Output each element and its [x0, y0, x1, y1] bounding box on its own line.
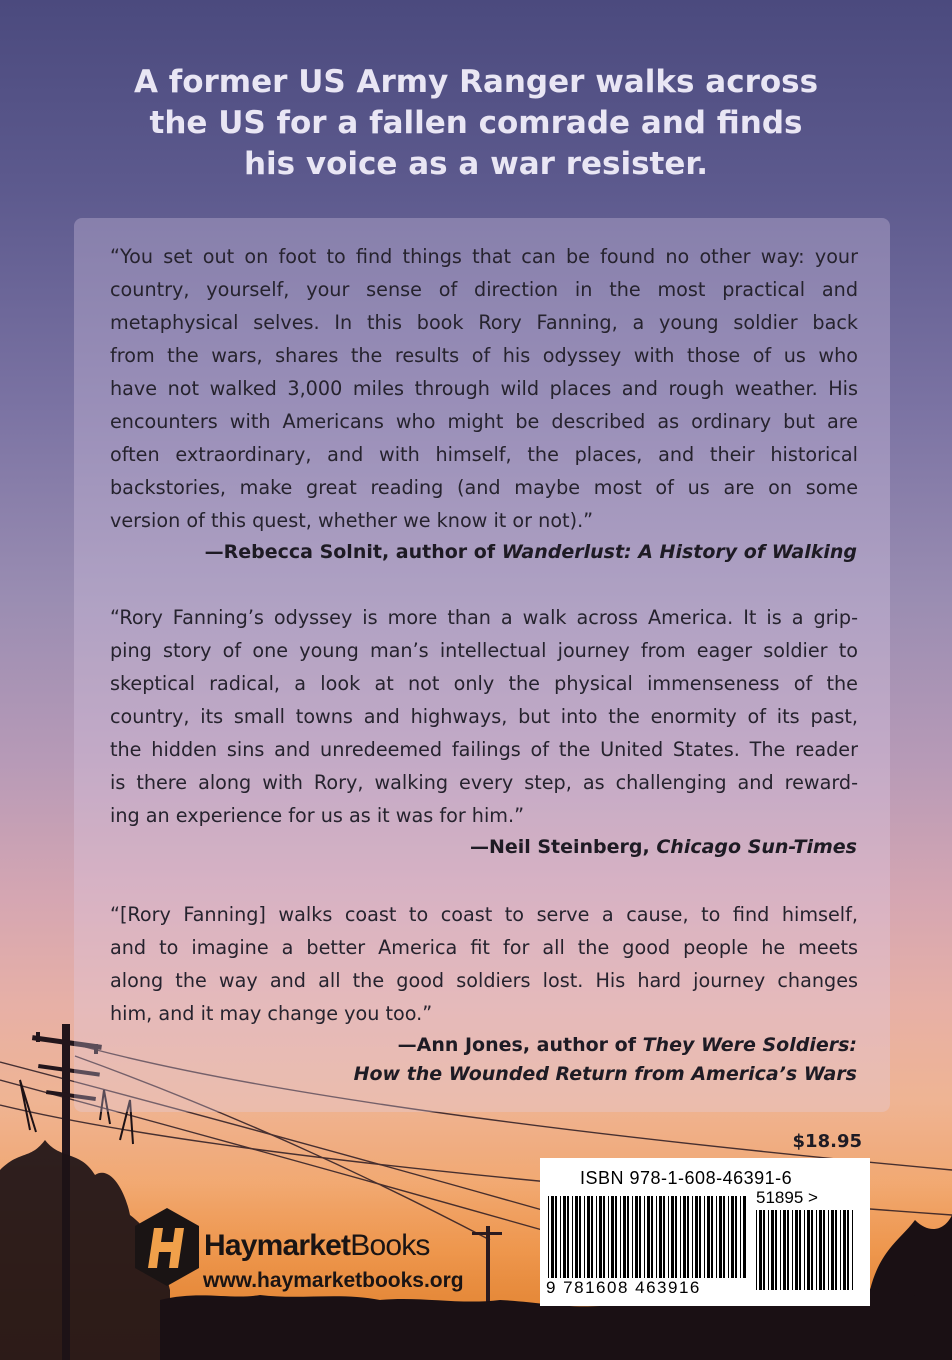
publisher-name-light: Books: [350, 1229, 430, 1262]
barcode-bar: [847, 1210, 849, 1290]
quote-line: him, and it may change you too.”: [110, 1002, 433, 1025]
barcode-bar: [792, 1210, 793, 1290]
barcode-bar: [783, 1210, 786, 1290]
attribution-steinberg: [109, 833, 857, 862]
barcode-bar: [707, 1196, 710, 1278]
quote-line: “You set out on foot to find things that can be found no other way: your: [110, 245, 858, 268]
quote-line: “Rory Fanning’s odyssey is more than a walk across America. It is a grip-: [110, 606, 858, 629]
barcode-bar: [663, 1196, 665, 1278]
barcode-bar: [740, 1196, 741, 1278]
barcode-bar: [787, 1210, 789, 1290]
barcode-bar: [584, 1196, 585, 1278]
barcode-bar: [659, 1196, 662, 1278]
barcode-bar: [560, 1196, 561, 1278]
barcode-bar: [807, 1210, 810, 1290]
barcode-bar: [615, 1196, 617, 1278]
price-label: $18.95: [792, 1131, 862, 1152]
barcode-bar: [563, 1196, 566, 1278]
tagline: [0, 62, 952, 185]
quote-line: country, its small towns and highways, but into the enormity of its past,: [110, 705, 858, 728]
barcode-bar: [823, 1210, 825, 1290]
ean-digits: 9 781608 463916: [546, 1278, 701, 1297]
tagline-line: A former US Army Ranger walks across: [133, 64, 819, 100]
attribution-work: They Were Soldiers:: [642, 1034, 857, 1056]
quote-line: “[Rory Fanning] walks coast to coast to serve a cause, to find himself,: [110, 903, 858, 926]
barcode-bar: [811, 1210, 813, 1290]
barcode-bar: [675, 1196, 677, 1278]
quote-line: backstories, make great reading (and maybe most of us are on some: [110, 476, 858, 499]
tagline-line: his voice as a war resister.: [243, 146, 709, 182]
blurb-quote-solnit: [110, 240, 858, 537]
attribution-work-line2: How the Wounded Return from America’s Wars: [353, 1063, 857, 1085]
barcode-bar: [687, 1196, 689, 1278]
attribution-solnit: [109, 538, 857, 567]
attribution-work: Chicago Sun-Times: [656, 836, 857, 858]
quote-line: version of this quest, whether we know it or not).”: [110, 509, 594, 532]
barcode-bar: [731, 1196, 734, 1278]
haymarket-logo-icon: [132, 1206, 202, 1288]
barcode-bar: [680, 1196, 681, 1278]
barcode-bar: [840, 1210, 841, 1290]
ean-barcode-bars: [548, 1196, 748, 1278]
addon-digits: 51895: [756, 1188, 804, 1207]
barcode-bar: [548, 1196, 549, 1278]
quote-line: country, yourself, your sense of direction in the most practical and: [110, 278, 858, 301]
addon-mark: >: [808, 1188, 818, 1207]
barcode-bar: [608, 1196, 609, 1278]
publisher-name-bold: Haymarket: [204, 1229, 351, 1262]
barcode-bar: [587, 1196, 590, 1278]
barcode-bar: [551, 1196, 554, 1278]
barcode-bar: [620, 1196, 621, 1278]
barcode-bar: [555, 1196, 557, 1278]
addon-barcode-bars: [756, 1210, 856, 1290]
barcode-bar: [799, 1210, 801, 1290]
barcode-bar: [711, 1196, 713, 1278]
barcode-bar: [775, 1210, 777, 1290]
barcode-bar: [763, 1210, 765, 1290]
barcode-bar: [695, 1196, 698, 1278]
barcode-bar: [699, 1196, 701, 1278]
barcode-bar: [603, 1196, 605, 1278]
attribution-author: —Rebecca Solnit, author of: [204, 541, 502, 563]
barcode-bar: [756, 1210, 757, 1290]
attribution-work: Wanderlust: A History of Walking: [501, 541, 857, 563]
barcode-bar: [735, 1196, 737, 1278]
quote-line: have not walked 3,000 miles through wild places and rough weather. His: [110, 377, 858, 400]
quote-line: ping story of one young man’s intellectual journey from eager soldier to: [110, 639, 858, 662]
barcode-bar: [828, 1210, 829, 1290]
attribution-author: —Neil Steinberg,: [469, 836, 657, 858]
barcode-bar: [632, 1196, 633, 1278]
barcode-bar: [644, 1196, 645, 1278]
barcode-bar: [723, 1196, 725, 1278]
quote-line: and to imagine a better America fit for all the good people he meets: [110, 936, 858, 959]
isbn-barcode: [540, 1158, 870, 1306]
barcode-bar: [852, 1210, 853, 1290]
barcode-bar: [635, 1196, 638, 1278]
barcode-bar: [639, 1196, 641, 1278]
blurb-quote-steinberg: [110, 601, 858, 832]
quote-line: the hidden sins and unredeemed failings of the United States. The reader: [110, 738, 858, 761]
barcode-bar: [771, 1210, 774, 1290]
publisher-url: www.haymarketbooks.org: [203, 1269, 464, 1292]
barcode-bar: [683, 1196, 686, 1278]
barcode-bar: [843, 1210, 846, 1290]
barcode-bar: [579, 1196, 581, 1278]
barcode-bar: [743, 1196, 746, 1278]
barcode-bar: [831, 1210, 834, 1290]
isbn-label: ISBN 978-1-608-46391-6: [580, 1168, 793, 1188]
barcode-bar: [627, 1196, 629, 1278]
attribution-author: —Ann Jones, author of: [397, 1034, 643, 1056]
barcode-bar: [780, 1210, 781, 1290]
barcode-bar: [716, 1196, 717, 1278]
barcode-bar: [623, 1196, 626, 1278]
barcode-bar: [819, 1210, 822, 1290]
quote-line: is there along with Rory, walking every step, as challenging and reward-: [110, 771, 858, 794]
quote-line: ing an experience for us as it was for him.”: [110, 804, 525, 827]
barcode-bar: [768, 1210, 769, 1290]
blurb-quote-jones: [110, 898, 858, 1030]
barcode-bar: [599, 1196, 602, 1278]
barcode-bar: [572, 1196, 573, 1278]
barcode-bar: [816, 1210, 817, 1290]
publisher-name: [204, 1229, 430, 1263]
barcode-addon-number: [756, 1188, 818, 1208]
barcode-bar: [647, 1196, 650, 1278]
barcode-bar: [759, 1210, 762, 1290]
barcode-bar: [611, 1196, 614, 1278]
barcode-bar: [704, 1196, 705, 1278]
quote-line: often extraordinary, and with himself, the places, and their historical: [110, 443, 858, 466]
barcode-bar: [692, 1196, 693, 1278]
quote-line: along the way and all the good soldiers lost. His hard journey changes: [110, 969, 858, 992]
quote-line: from the wars, shares the results of his odyssey with those of us who: [110, 344, 858, 367]
barcode-bar: [804, 1210, 805, 1290]
barcode-bar: [575, 1196, 578, 1278]
barcode-bar: [795, 1210, 798, 1290]
barcode-bar: [719, 1196, 722, 1278]
barcode-bar: [728, 1196, 729, 1278]
quote-line: encounters with Americans who might be described as ordinary but are: [110, 410, 858, 433]
barcode-bar: [668, 1196, 669, 1278]
barcode-bar: [671, 1196, 674, 1278]
barcode-bar: [656, 1196, 657, 1278]
barcode-bar: [567, 1196, 569, 1278]
barcode-bar: [651, 1196, 653, 1278]
quote-line: skeptical radical, a look at not only the physical immenseness of the: [110, 672, 858, 695]
barcode-bar: [835, 1210, 837, 1290]
barcode-bar: [591, 1196, 593, 1278]
tagline-line: the US for a fallen comrade and finds: [149, 105, 803, 141]
barcode-bar: [596, 1196, 597, 1278]
attribution-jones: [109, 1031, 857, 1089]
quote-line: metaphysical selves. In this book Rory Fanning, a young soldier back: [110, 311, 858, 334]
